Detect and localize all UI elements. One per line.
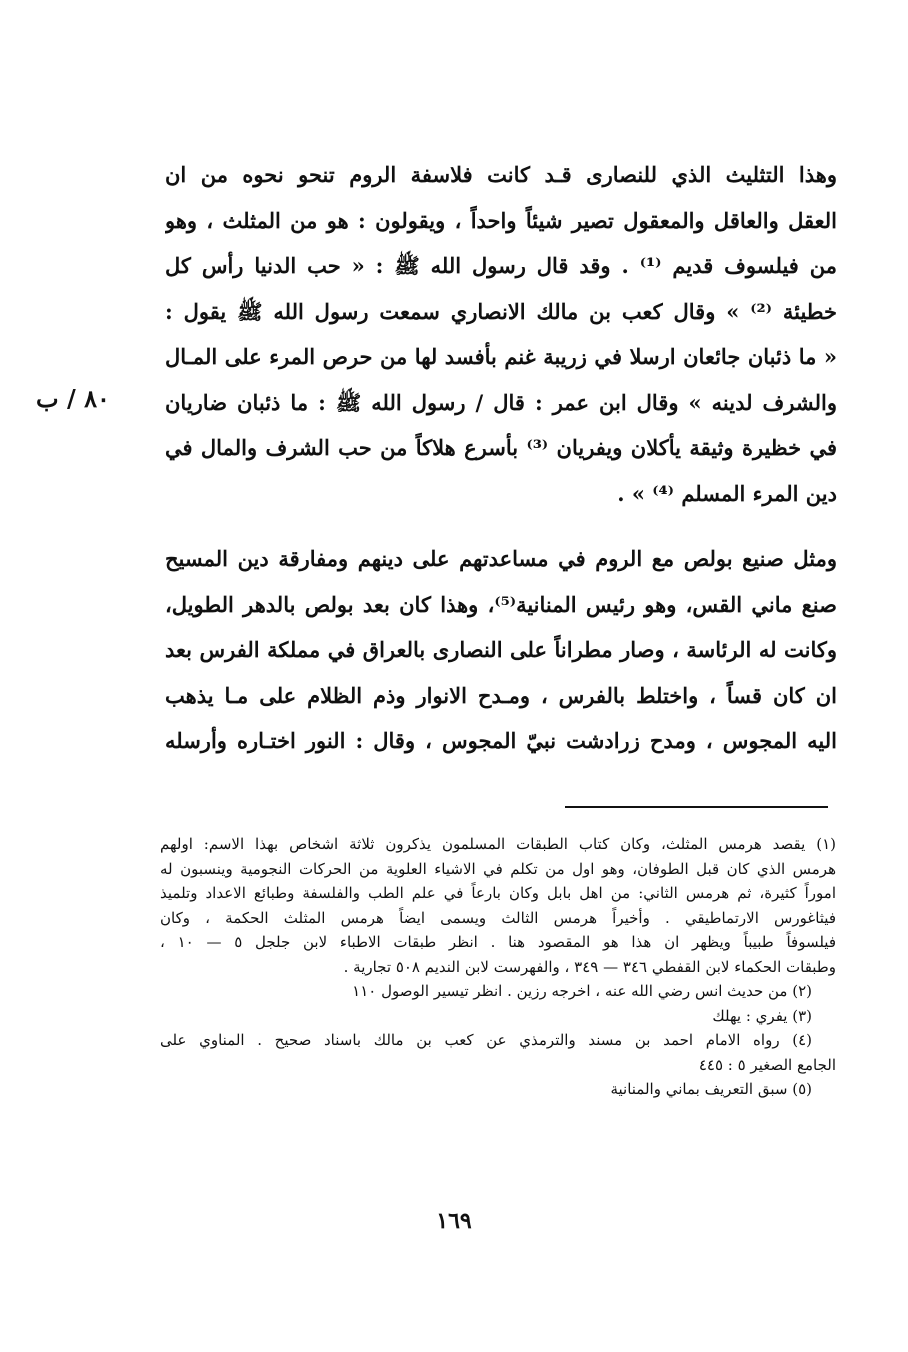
- text-line: في خظيرة وثيقة يأكلان ويفريان ⁽³⁾ بأسرع هلاكاً من حب الشرف والمال في: [165, 435, 837, 460]
- footnote-line: (٢) من حديث انس رضي الله عنه ، اخرجه رزين . انظر تيسير الوصول ١١٠: [352, 982, 812, 1000]
- footnotes: [160, 832, 836, 1102]
- text-line: ان كان قساً ، واختلط بالفرس ، ومـدح الانوار وذم الظلام على مـا يذهب: [165, 682, 837, 708]
- main-text: [165, 152, 837, 764]
- footnote-line: فيثاغورس الارتماطيقي . وأخيراً هرمس الثالث ويسمى ايضاً هرمس المثلث الحكمة ، وكان: [160, 908, 836, 927]
- footnote-line: اموراً كثيرة، ثم هرمس الثاني: من اهل بابل وكان بارعاً في علم الطب والفلسفة وطبائع الاعداد وتلميذ: [160, 884, 836, 902]
- footnote-3: [160, 1004, 836, 1029]
- text-line: خطيئة ⁽²⁾ » وقال كعب بن مالك الانصاري سمعت رسول الله ﷺ يقول :: [165, 298, 837, 324]
- text-line: دين المرء المسلم ⁽⁴⁾ » .: [617, 480, 837, 506]
- footnote-line: هرمس الذي كان قبل الطوفان، وهو اول من تكلم في الاشياء العلوية من الحركات النجومية وينسبون له: [160, 859, 836, 878]
- text-line: اليه المجوس ، ومدح زرادشت نبيّ المجوس ، وقال : النور اختـاره وأرسله: [165, 728, 837, 753]
- footnote-line: (٣) يفري : يهلك: [712, 1006, 812, 1025]
- text-line: من فيلسوف قديم ⁽¹⁾ . وقد قال رسول الله ﷺ : « حب الدنيا رأس كل: [165, 253, 837, 278]
- footnote-1: [160, 832, 836, 979]
- footnote-2: [160, 979, 836, 1004]
- footnote-5: [160, 1077, 836, 1102]
- footnote-line: فيلسوفاً طبيباً ويظهر ان هذا هو المقصود هنا . انظر طبقات الاطباء لابن جلجل ٥ — ١٠ ،: [160, 933, 836, 951]
- footnote-line: الجامع الصغير ٥ : ٤٤٥: [698, 1055, 836, 1074]
- footnote-divider: [565, 806, 828, 808]
- footnote-line: وطبقات الحكماء لابن القفطي ٣٤٦ — ٣٤٩ ، والفهرست لابن النديم ٥٠٨ تجارية .: [343, 957, 836, 976]
- text-line: ومثل صنيع بولص مع الروم في مساعدتهم على دينهم ومفارقة دين المسيح: [165, 546, 837, 571]
- page-number: ١٦٩: [436, 1208, 472, 1234]
- footnote-line: (١) يقصد هرمس المثلث، وكان كتاب الطبقات المسلمون يذكرون ثلاثة اشخاص بهذا الاسم: اولهم: [160, 835, 836, 853]
- text-line: والشرف لدينه » وقال ابن عمر : قال / رسول الله ﷺ : ما ذئبان ضاريان: [165, 389, 837, 415]
- text-line: العقل والعاقل والمعقول تصير شيئاً واحداً ، ويقولون : هو من المثلث ، وهو: [165, 207, 837, 233]
- footnote-4: [160, 1028, 836, 1077]
- paragraph-2: [165, 536, 837, 764]
- text-line: صنع ماني القس، وهو رئيس المنانية⁽⁵⁾، وهذا كان بعد بولص بالدهر الطويل،: [165, 591, 837, 617]
- footnote-line: (٥) سبق التعريف بماني والمنانية: [610, 1080, 812, 1098]
- footnote-line: (٤) رواه الامام احمد بن مسند والترمذي عن كعب بن مالك باسناد صحيح . المناوي على: [160, 1031, 812, 1049]
- paragraph-1: [165, 152, 837, 516]
- text-line: وهذا التثليث الذي للنصارى قـد كانت فلاسفة الروم تنحو نحوه من ان: [165, 162, 837, 187]
- margin-folio-note: ٨٠ / ب: [36, 384, 110, 413]
- text-line: وكانت له الرئاسة ، وصار مطراناً على النصارى بالعراق في مملكة الفرس بعد: [165, 637, 837, 662]
- text-line: « ما ذئبان جائعان ارسلا في زريبة غنم بأفسد لها من حرص المرء على المـال: [165, 344, 837, 369]
